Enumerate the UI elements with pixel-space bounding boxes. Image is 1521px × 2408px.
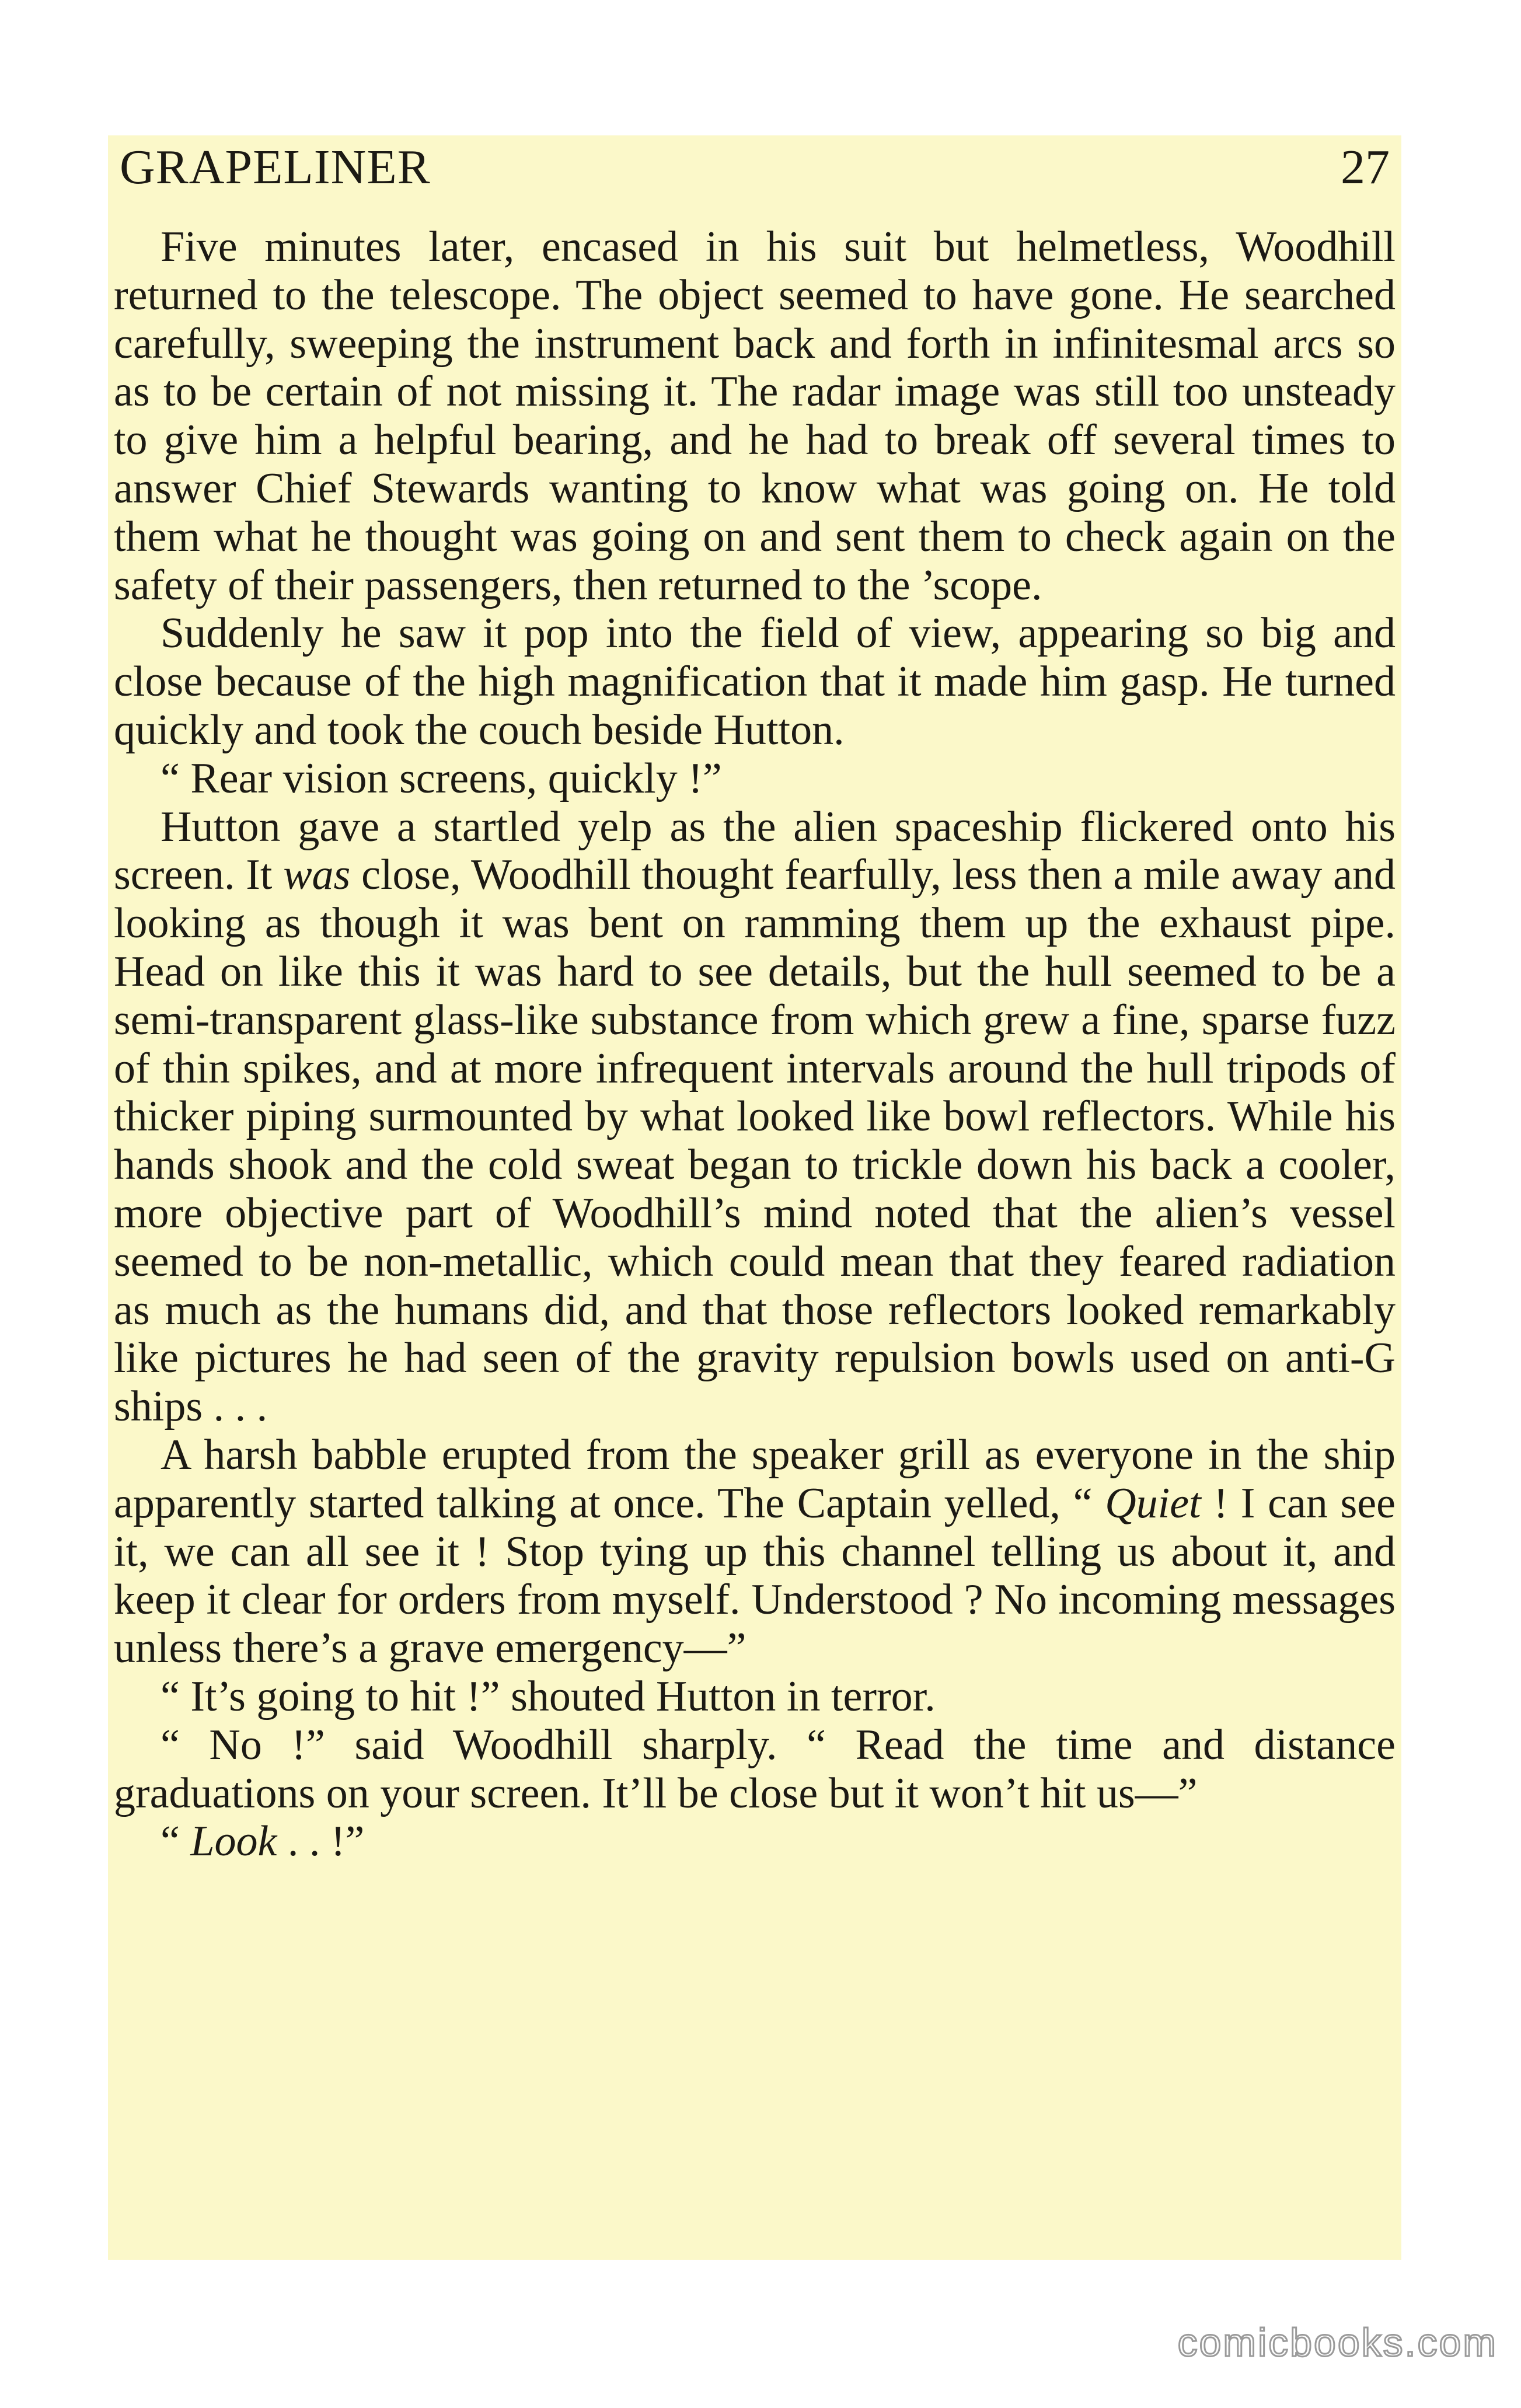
watermark: comicbooks.com: [1177, 2320, 1498, 2365]
paragraph: Five minutes later, encased in his suit but helmetless, Woodhill returned to the telescope. The object seemed to have gone. He searched carefully, sweeping the instrument back and forth in infinitesmal arcs so as to be certain of not missing it. The radar image was still too unsteady to give him a helpful bearing, and he had to break off several times to answer Chief Stewards wanting to know what was going on. He told them what he thought was going on and sent them to check again on the safety of their passengers, then returned to the ’scope.: [114, 223, 1396, 609]
paragraph: “ Look . . !”: [161, 1817, 365, 1866]
paragraph: Suddenly he saw it pop into the field of view, appearing so big and close because of the high magnification that it made him gasp. He turned quickly and took the couch beside Hutton.: [114, 609, 1396, 754]
book-page: [108, 135, 1401, 2260]
paragraph: Hutton gave a startled yelp as the alien spaceship flickered onto his screen. It was close, Woodhill thought fearfully, less then a mile away and looking as though it was bent on ramming them up the exhaust pipe. Head on like this it was hard to see details, but the hull seemed to be a semi-transparent glass-like substance from which grew a fine, sparse fuzz of thin spikes, and at more infrequent intervals around the hull tripods of thicker piping surmounted by what looked like bowl reflectors. While his hands shook and the cold sweat began to trickle down his back a cooler, more objective part of Woodhill’s mind noted that the alien’s vessel seemed to be non-metallic, which could mean that they feared radiation as much as the humans did, and that those reflectors looked remarkably like pictures he had seen of the gravity repulsion bowls used on anti-G ships . . .: [114, 802, 1396, 1431]
paragraph: “ No !” said Woodhill sharply. “ Read the time and distance graduations on your screen. It’ll be close but it won’t hit us—”: [114, 1721, 1396, 1817]
emphasis: Quiet: [1105, 1479, 1201, 1527]
body-text: [114, 223, 1396, 1866]
paragraph: “ Rear vision screens, quickly !”: [161, 754, 722, 802]
paragraph: “ It’s going to hit !” shouted Hutton in terror.: [161, 1672, 936, 1721]
paragraph: A harsh babble erupted from the speaker grill as everyone in the ship apparently started talking at once. The Captain yelled, “ Quiet ! I can see it, we can all see it ! Stop tying up this channel telling us about it, and keep it clear for orders from myself. Understood ? No incoming messages unless there’s a grave emergency—”: [114, 1430, 1396, 1673]
emphasis: Look: [190, 1817, 277, 1866]
emphasis: was: [283, 851, 351, 899]
running-head-title: GRAPELINER: [120, 140, 431, 194]
page-number: 27: [1341, 140, 1390, 194]
running-head: [114, 135, 1396, 223]
